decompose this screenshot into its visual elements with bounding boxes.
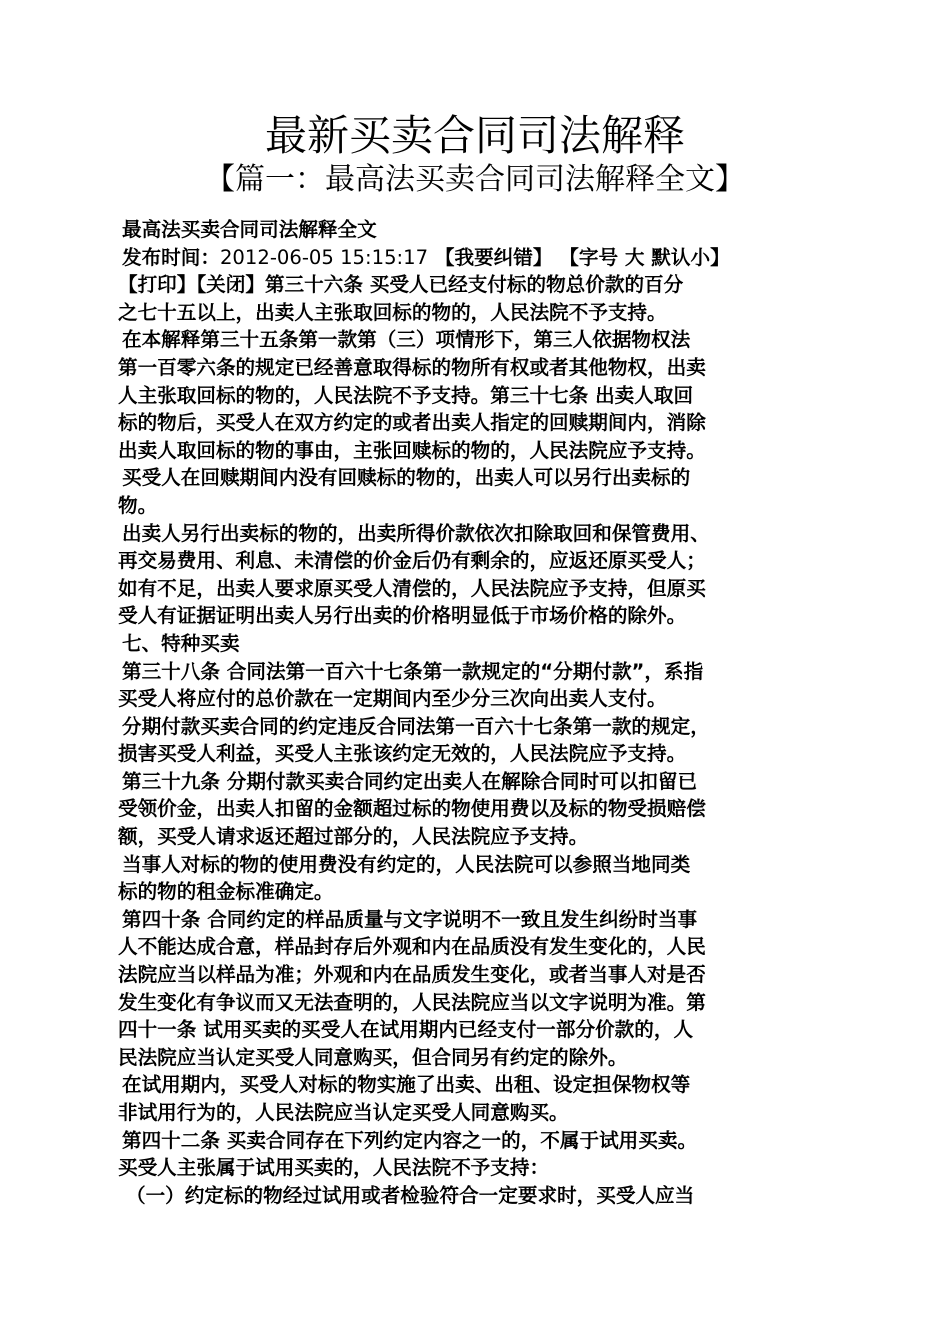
text-line: 如有不足，出卖人要求原买受人清偿的，人民法院应予支持，但原买 <box>118 576 706 600</box>
text-line: 当事人对标的物的使用费没有约定的，人民法院可以参照当地同类 <box>122 852 691 876</box>
article-heading: 最高法买卖合同司法解释全文 <box>122 218 377 241</box>
document-body <box>118 216 842 1209</box>
text-line: 买受人将应付的总价款在一定期间内至少分三次向出卖人支付。 <box>118 687 667 711</box>
text-line: 额，买受人请求返还超过部分的，人民法院应予支持。 <box>118 825 589 849</box>
document-subtitle: 【篇一：最高法买卖合同司法解释全文】 <box>205 162 745 197</box>
text-line: 标的物的租金标准确定。 <box>118 880 334 904</box>
text-line: 第三十八条 合同法第一百六十七条第一款规定的“分期付款”，系指 <box>122 659 704 683</box>
text-line: 在本解释第三十五条第一款第（三）项情形下，第三人依据物权法 <box>122 328 691 352</box>
text-line: 损害买受人利益，买受人主张该约定无效的，人民法院应予支持。 <box>118 742 687 766</box>
publish-time-label: 发布时间： <box>122 245 220 269</box>
text-line: 受领价金，出卖人扣留的金额超过标的物使用费以及标的物受损赔偿 <box>118 797 706 821</box>
text-line: 人不能达成合意，样品封存后外观和内在品质没有发生变化的，人民 <box>118 935 706 959</box>
text-line: 再交易费用、利息、未清偿的价金后仍有剩余的，应返还原买受人； <box>118 549 706 573</box>
text-line: 法院应当以样品为准；外观和内在品质发生变化，或者当事人对是否 <box>118 963 706 987</box>
text-line: 【打印】【关闭】第三十六条 买受人已经支付标的物总价款的百分 <box>118 273 684 297</box>
text-line: 第四十条 合同约定的样品质量与文字说明不一致且发生纠纷时当事 <box>122 907 698 931</box>
text-line: 民法院应当认定买受人同意购买，但合同另有约定的除外。 <box>118 1045 628 1069</box>
text-line: （一）约定标的物经过试用或者检验符合一定要求时，买受人应当 <box>126 1183 695 1207</box>
text-line: 分期付款买卖合同的约定违反合同法第一百六十七条第一款的规定， <box>122 714 710 738</box>
text-line: 买受人主张属于试用买卖的，人民法院不予支持： <box>118 1156 550 1180</box>
text-line: 第四十二条 买卖合同存在下列约定内容之一的，不属于试用买卖。 <box>122 1128 698 1152</box>
text-line: 第三十九条 分期付款买卖合同约定出卖人在解除合同时可以扣留已 <box>122 769 698 793</box>
text-line: 出卖人另行出卖标的物的，出卖所得价款依次扣除取回和保管费用、 <box>122 521 710 545</box>
text-line: 标的物后，买受人在双方约定的或者出卖人指定的回赎期间内，消除 <box>118 411 706 435</box>
text-line: 出卖人取回标的物的事由，主张回赎标的物的，人民法院应予支持。 <box>118 438 706 462</box>
text-line: 之七十五以上，出卖人主张取回标的物的，人民法院不予支持。 <box>118 300 667 324</box>
document-title: 最新买卖合同司法解释 <box>264 111 685 160</box>
text-line: 在试用期内，买受人对标的物实施了出卖、出租、设定担保物权等 <box>122 1073 691 1097</box>
publish-time-value: 2012-06-05 15:15:17 <box>219 245 429 269</box>
text-line: 非试用行为的，人民法院应当认定买受人同意购买。 <box>118 1101 569 1124</box>
publish-meta-line <box>118 244 842 272</box>
text-line: 发生变化有争议而又无法查明的，人民法院应当以文字说明为准。第 <box>118 990 706 1014</box>
meta-actions[interactable]: 【我要纠错】 【字号 大 默认小】 <box>434 245 730 269</box>
text-line: 受人有证据证明出卖人另行出卖的价格明显低于市场价格的除外。 <box>118 604 687 628</box>
text-line: 人主张取回标的物的，人民法院不予支持。第三十七条 出卖人取回 <box>118 383 694 407</box>
section-heading: 七、特种买卖 <box>122 631 240 655</box>
text-line: 买受人在回赎期间内没有回赎标的物的，出卖人可以另行出卖标的 <box>122 466 691 490</box>
text-line: 四十一条 试用买卖的买受人在试用期内已经支付一部分价款的，人 <box>118 1018 694 1042</box>
text-line: 物。 <box>118 493 158 517</box>
text-line: 第一百零六条的规定已经善意取得标的物所有权或者其他物权，出卖 <box>118 355 706 379</box>
